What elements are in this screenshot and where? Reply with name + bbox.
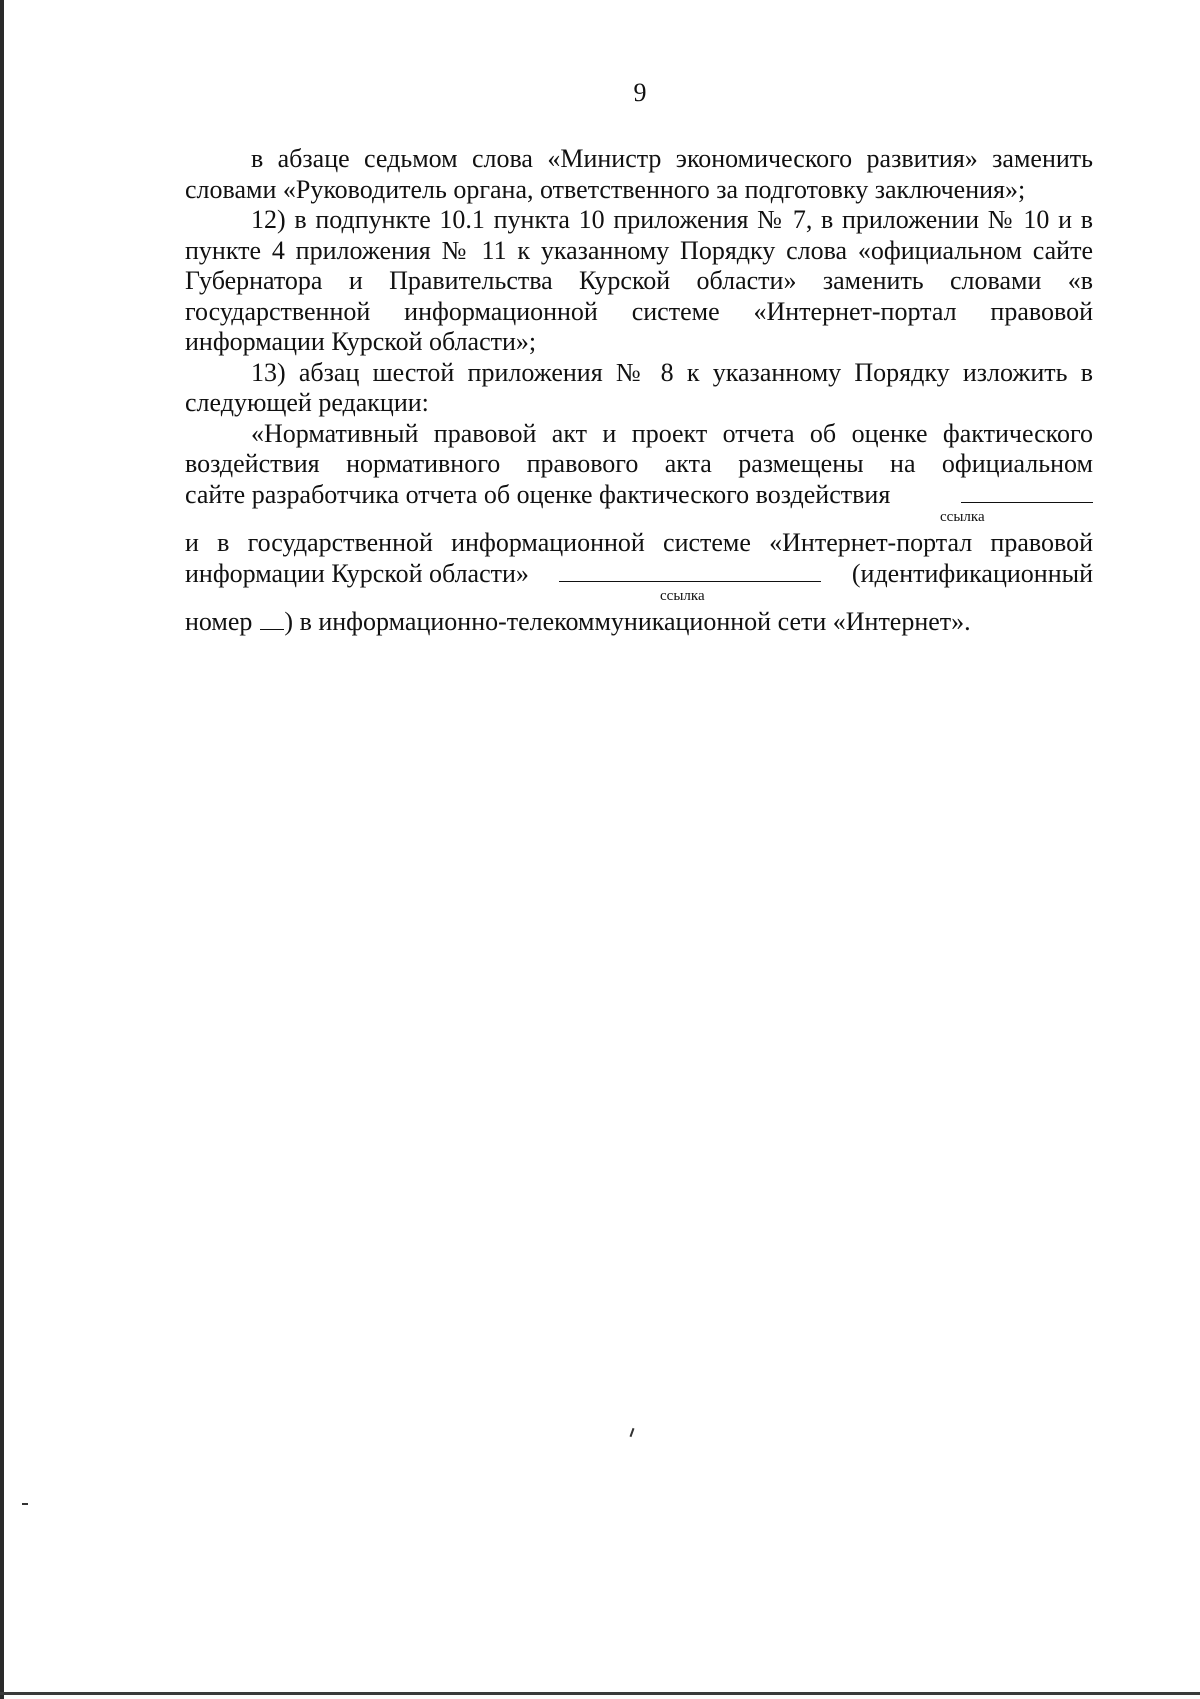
link-blank-portal xyxy=(559,561,821,582)
page-number: 9 xyxy=(633,78,647,107)
scan-edge-bottom xyxy=(0,1692,1200,1695)
quote-line-5 xyxy=(185,559,1093,590)
scan-artifact-mark xyxy=(630,1428,635,1437)
quote-line-5-start: информации Курской области» xyxy=(185,558,529,588)
scan-edge-left xyxy=(0,0,4,1699)
paragraph-item-12: 12) в подпункте 10.1 пункта 10 приложения № 7, в приложении № 10 и в пункте 4 приложения № 11 к указанному Порядку слова «официальном сайте Губернатора и Правительства Курской области» заменить словами «в государственной информационной системе «Интернет-портал правовой информации Курской области»; xyxy=(185,205,1093,356)
paragraph-item-13: 13) абзац шестой приложения № 8 к указанному Порядку изложить в следующей редакции: xyxy=(185,357,1093,417)
quote-line-6-start: номер xyxy=(185,607,253,636)
quote-line-6-end: ) в информационно-телекоммуникационной сети «Интернет». xyxy=(284,607,971,636)
link-caption-2: ссылка xyxy=(660,588,705,604)
document-body xyxy=(185,144,1093,638)
caption-row-2 xyxy=(185,589,1093,607)
quote-line-4: и в государственной информационной системе «Интернет-портал правовой xyxy=(185,528,1093,557)
link-blank-site xyxy=(961,482,1093,503)
quote-line-1: «Нормативный правовой акт и проект отчета об оценке фактического xyxy=(251,418,1093,448)
quote-line-6 xyxy=(185,607,1093,638)
quote-line-3-text: сайте разработчика отчета об оценке фактического воздействия xyxy=(185,479,891,509)
quote-line-5-end: (идентификационный xyxy=(851,558,1093,588)
scan-artifact-dot xyxy=(22,1503,28,1505)
paragraph-amendment-abzac-7: в абзаце седьмом слова «Министр экономического развития» заменить словами «Руководитель органа, ответственного за подготовку заключения»; xyxy=(185,144,1093,204)
id-number-blank xyxy=(260,609,284,630)
quoted-new-wording xyxy=(185,419,1093,638)
caption-row-1 xyxy=(185,510,1093,528)
quote-line-2: воздействия нормативного правового акта размещены на официальном xyxy=(185,449,1093,478)
link-caption-1: ссылка xyxy=(940,509,985,525)
quote-line-3 xyxy=(185,480,1093,511)
